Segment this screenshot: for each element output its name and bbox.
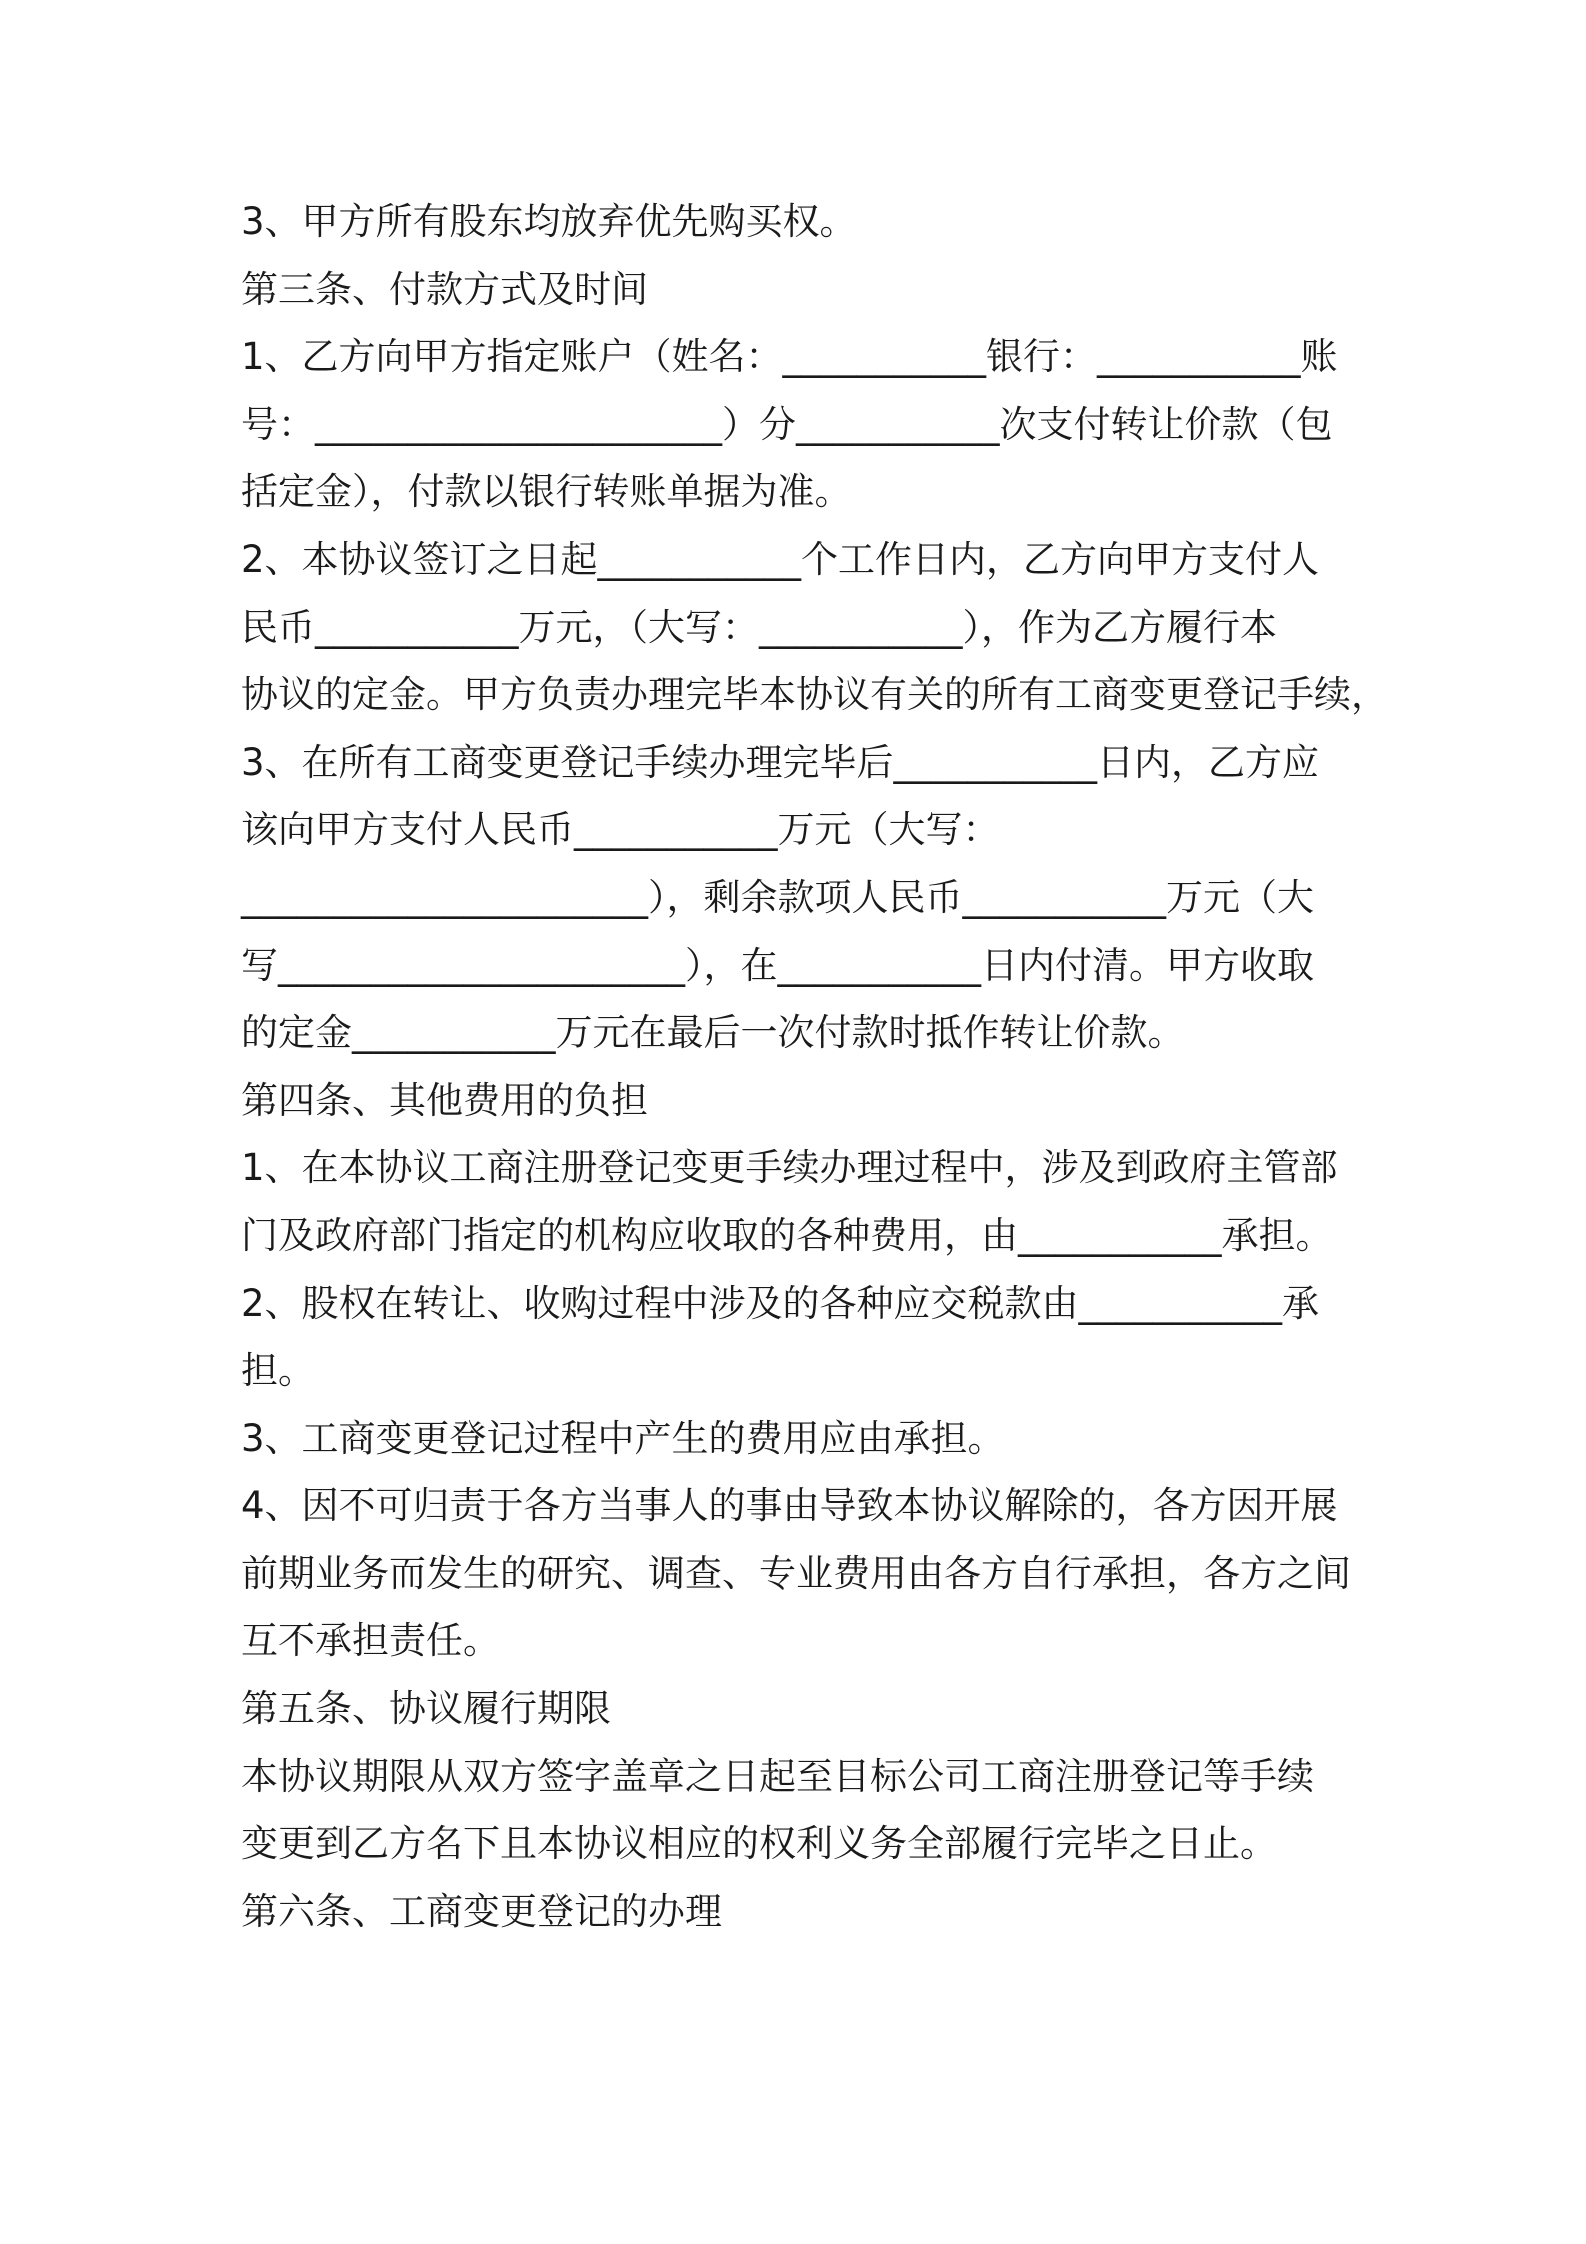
article-4-item-4-line-1: 4、因不可归责于各方当事人的事由导致本协议解除的，各方因开展 [241, 1484, 1338, 1528]
article-5-body-line-1: 本协议期限从双方签字盖章之日起至目标公司工商注册登记等手续 [241, 1754, 1314, 1798]
document-body [241, 188, 1388, 1945]
article-4-heading: 第四条、其他费用的负担 [241, 1078, 648, 1122]
article-4-item-4-line-3: 互不承担责任。 [241, 1619, 500, 1663]
article-6-heading: 第六条、工商变更登记的办理 [241, 1889, 722, 1933]
article-3-item-3-line-3: ______________________），剩余款项人民币___________万元（大 [241, 875, 1314, 919]
article-4-item-2-line-2: 担。 [241, 1349, 315, 1393]
article-3-item-1-line-1: 1、乙方向甲方指定账户（姓名：___________银行：___________账 [241, 335, 1338, 379]
clause-2-item-3: 3、甲方所有股东均放弃优先购买权。 [241, 200, 857, 243]
article-3-item-3-line-1: 3、在所有工商变更登记手续办理完毕后___________日内，乙方应 [241, 740, 1320, 784]
article-3-item-2-line-1: 2、本协议签订之日起___________个工作日内，乙方向甲方支付人 [241, 537, 1320, 581]
article-4-item-1-line-1: 1、在本协议工商注册登记变更手续办理过程中，涉及到政府主管部 [241, 1146, 1338, 1190]
article-3-item-3-line-2: 该向甲方支付人民币___________万元（大写： [241, 808, 1000, 852]
article-3-item-1-line-3: 括定金），付款以银行转账单据为准。 [241, 470, 852, 514]
article-5-heading: 第五条、协议履行期限 [241, 1687, 611, 1731]
article-3-item-3-line-5: 的定金___________万元在最后一次付款时抵作转让价款。 [241, 1011, 1185, 1055]
article-3-item-2-line-3: 协议的定金。甲方负责办理完毕本协议有关的所有工商变更登记手续， [241, 673, 1388, 717]
article-4-item-4-line-2: 前期业务而发生的研究、调查、专业费用由各方自行承担，各方之间 [241, 1551, 1351, 1595]
article-3-item-2-line-2: 民币___________万元，（大写：___________），作为乙方履行本 [241, 605, 1277, 649]
article-5-body-line-2: 变更到乙方名下且本协议相应的权利义务全部履行完毕之日止。 [241, 1822, 1277, 1866]
article-4-item-1-line-2: 门及政府部门指定的机构应收取的各种费用，由___________承担。 [241, 1213, 1333, 1257]
article-3-heading: 第三条、付款方式及时间 [241, 267, 648, 311]
article-3-item-1-line-2: 号：______________________）分___________次支付转让价款（包 [241, 402, 1333, 446]
article-4-item-3: 3、工商变更登记过程中产生的费用应由承担。 [241, 1416, 1005, 1460]
article-3-item-3-line-4: 写______________________），在___________日内付清。甲方收取 [241, 943, 1314, 987]
article-4-item-2-line-1: 2、股权在转让、收购过程中涉及的各种应交税款由___________承 [241, 1281, 1320, 1325]
